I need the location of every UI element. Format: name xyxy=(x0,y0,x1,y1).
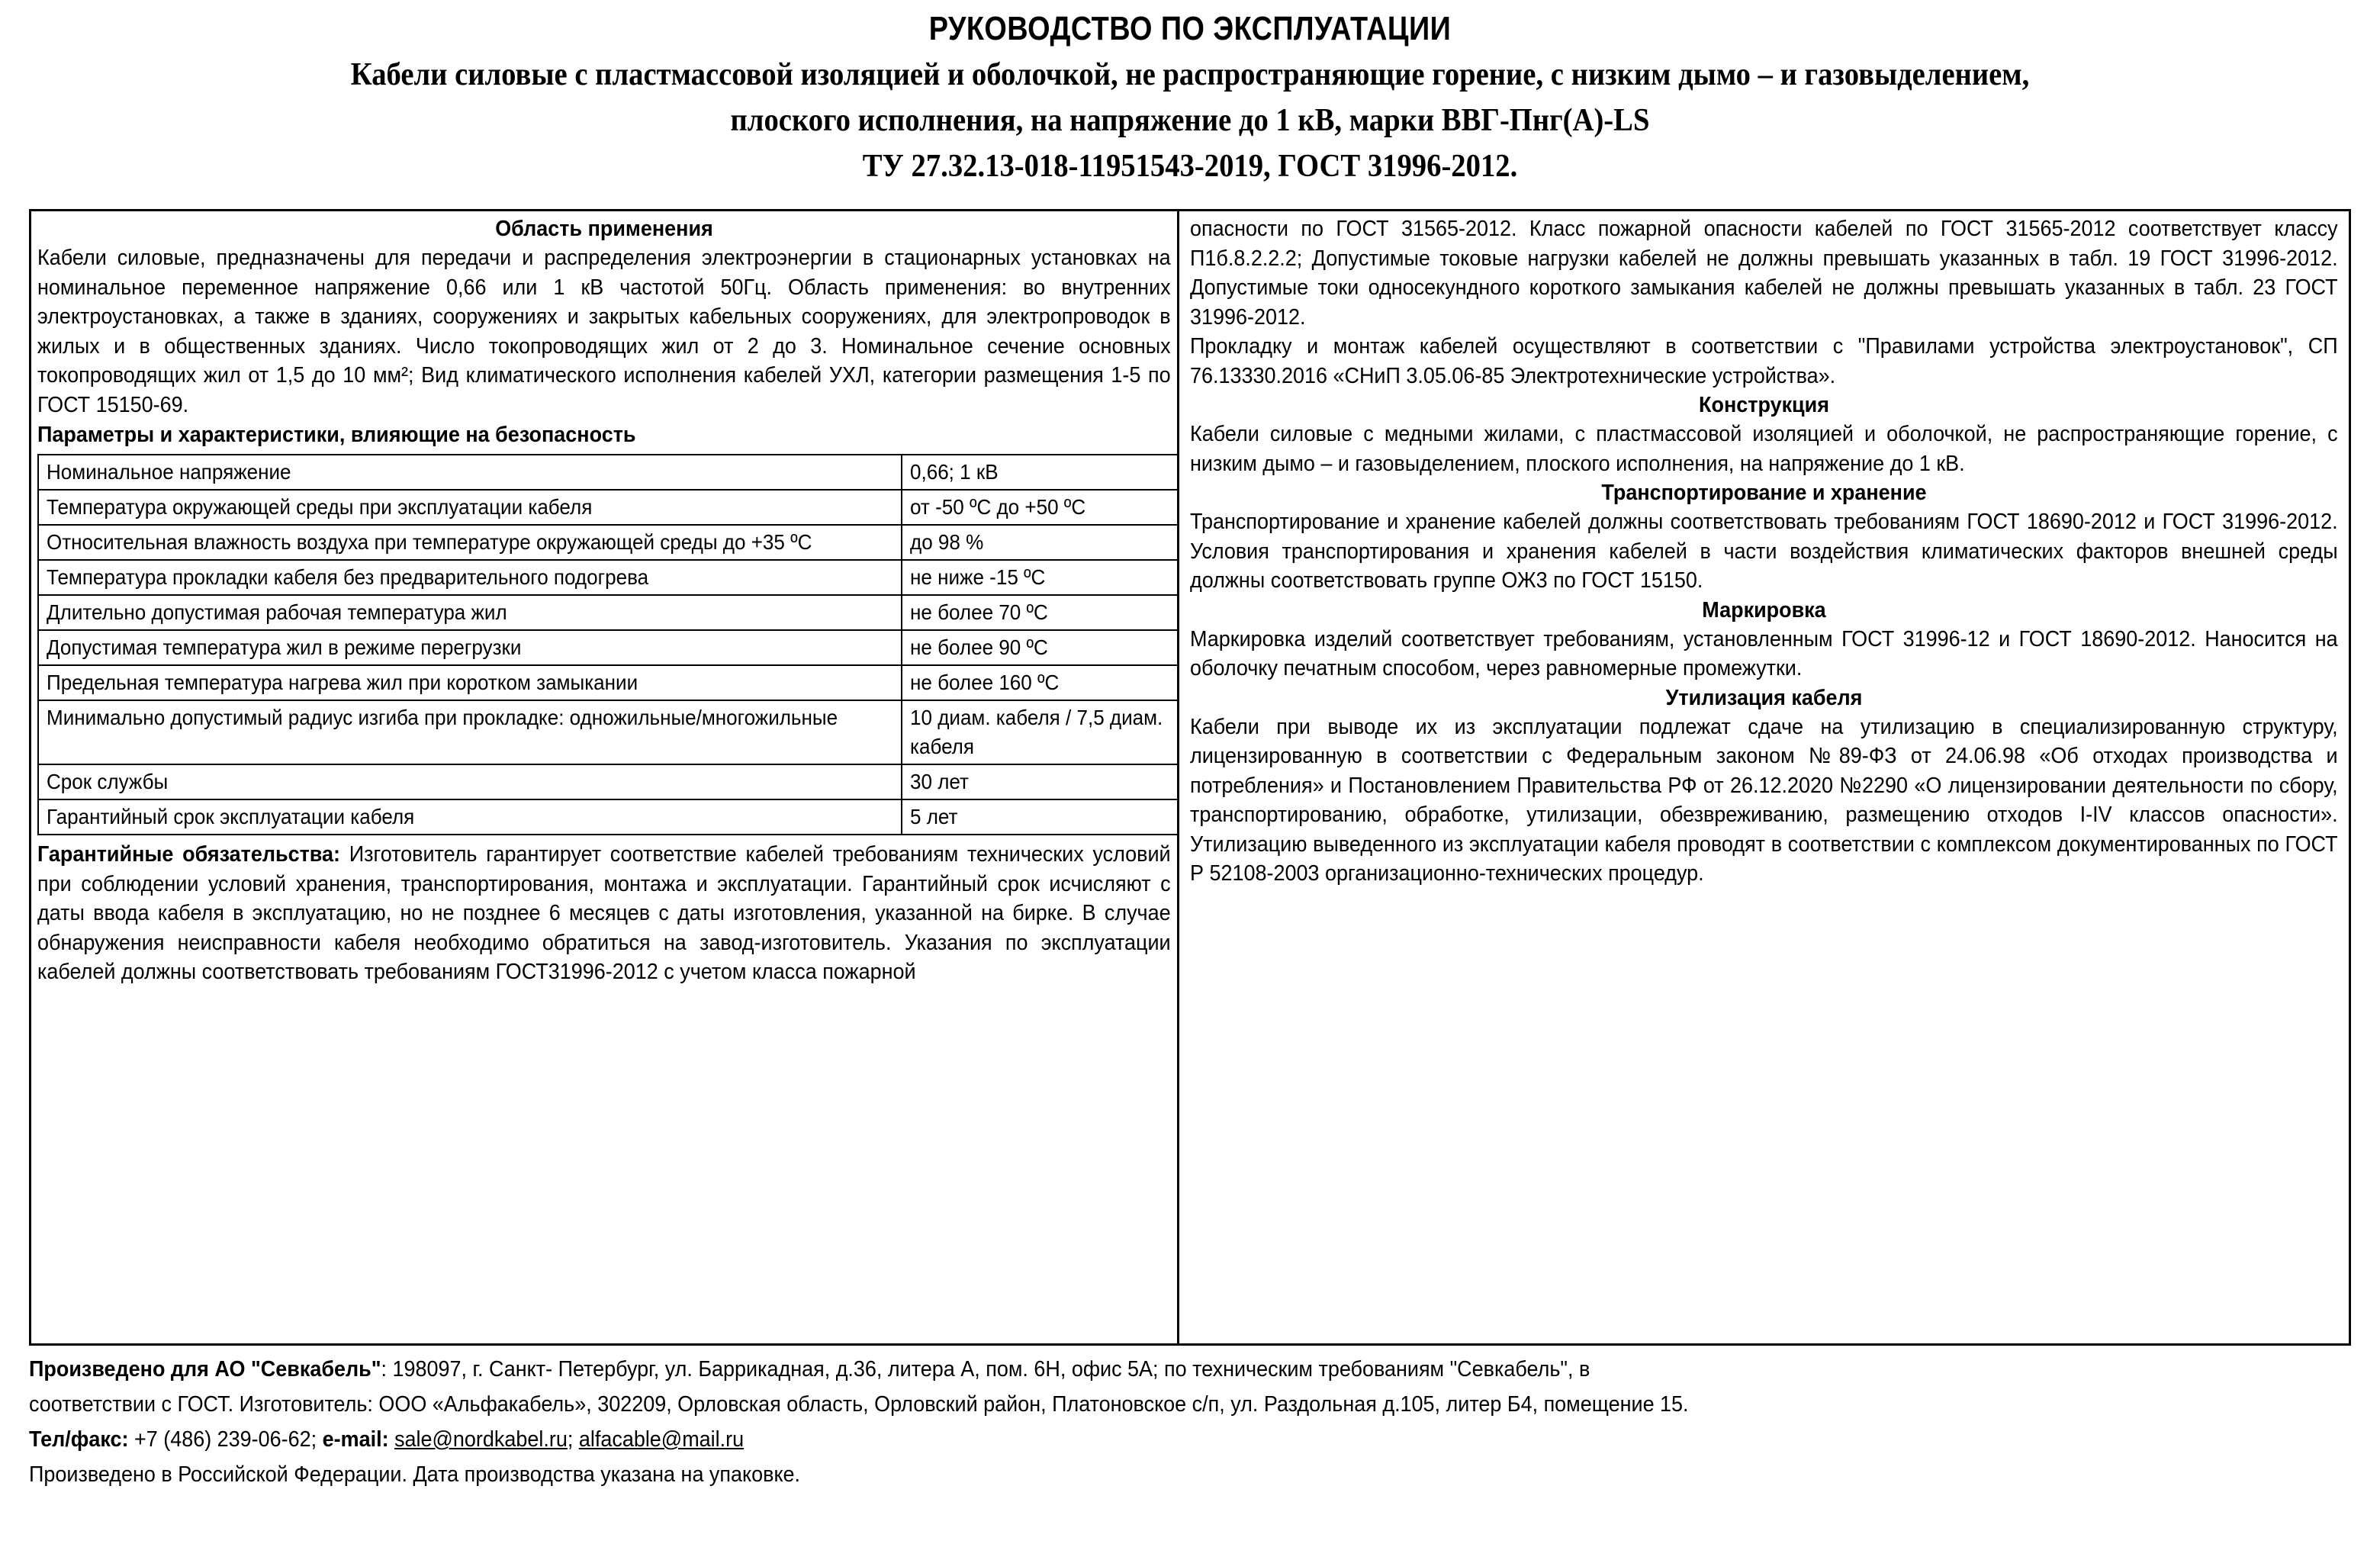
table-cell-value: 5 лет xyxy=(902,799,1179,835)
email-link-2[interactable]: alfacable@mail.ru xyxy=(578,1427,745,1452)
phone-value: +7 (486) 239-06-62; xyxy=(128,1427,323,1452)
table-cell-param: Срок службы xyxy=(38,764,902,799)
product-title-line-1: Кабели силовые с пластмассовой изоляцией и оболочкой, не распространяющие горение, с низким дымо – и газовыделением, xyxy=(350,57,2030,92)
product-title-line-2: плоского исполнения, на напряжение до 1 кВ, марки ВВГ-Пнг(А)-LS xyxy=(730,103,1650,138)
warranty-paragraph xyxy=(37,840,1171,987)
fire-safety-text: опасности по ГОСТ 31565-2012. Класс пожарной опасности кабелей по ГОСТ 31565-2012 соответствует классу П1б.8.2.2.2; Допустимые токовые нагрузки кабелей не должны превышать указанных в табл. 19 ГОСТ 31996-2012. Допустимые токи односекундного короткого замыкания кабелей не должны превышать указанных в табл. 23 ГОСТ 31996-2012. xyxy=(1190,217,2338,330)
marking-text: Маркировка изделий соответствует требованиям, установленным ГОСТ 31996-12 и ГОСТ 18690-2012. Наносится на оболочку печатным способом, через равномерные промежутки. xyxy=(1190,626,2338,680)
table-cell-value: не более 70 ºС xyxy=(902,595,1179,630)
specification-table xyxy=(37,454,1179,835)
table-row xyxy=(38,700,1179,764)
footer-contact-line xyxy=(29,1422,2362,1457)
table-row xyxy=(38,665,1179,700)
parameters-heading: Параметры и характеристики, влияющие на безопасность xyxy=(37,423,636,447)
footer-manufacturer-line: соответствии с ГОСТ. Изготовитель: ООО «Альфакабель», 302209, Орловская область, Орловский район, Платоновское с/п, ул. Раздольная д.105, литер Б4, помещение 15. xyxy=(29,1392,1689,1417)
scope-text: Кабели силовые, предназначены для передачи и распределения электроэнергии в стационарных установках на номинальное переменное напряжение 0,66 или 1 кВ частотой 50Гц. Область применения: во внутренних электроустановках, а также в зданиях, сооружениях и закрытых кабельных сооружениях, для электропроводок в жилых и в общественных зданиях. Число токопроводящих жил от 2 до 3. Номинальное сечение основных токопроводящих жил от 1,5 до 10 мм²; Вид климатического исполнения кабелей УХЛ, категории размещения 1-5 по ГОСТ 15150-69. xyxy=(37,246,1171,417)
transport-text: Транспортирование и хранение кабелей должны соответствовать требованиям ГОСТ 18690-2012 и ГОСТ 31996-2012. Условия транспортирования и хранения кабелей в части воздействия климатических факторов внешней среды должны соответствовать группе ОЖ3 по ГОСТ 15150. xyxy=(1190,510,2338,593)
disposal-heading: Утилизация кабеля xyxy=(1665,685,1863,710)
email-label: e-mail: xyxy=(322,1427,389,1452)
footer-made-for-line xyxy=(29,1352,2362,1387)
table-cell-param: Длительно допустимая рабочая температура жил xyxy=(38,595,902,630)
table-row xyxy=(38,455,1179,490)
table-cell-param: Допустимая температура жил в режиме перегрузки xyxy=(38,630,902,665)
table-cell-value: от -50 ºС до +50 ºС xyxy=(902,490,1179,525)
table-cell-param: Минимально допустимый радиус изгиба при прокладке: одножильные/многожильные xyxy=(38,700,902,764)
table-row xyxy=(38,525,1179,560)
table-cell-value: не ниже -15 ºС xyxy=(902,560,1179,595)
document-title-block xyxy=(0,0,2380,188)
scope-heading: Область применения xyxy=(495,217,713,241)
footer-origin-line: Произведено в Российской Федерации. Дата производства указана на упаковке. xyxy=(29,1462,801,1487)
table-cell-param: Температура окружающей среды при эксплуатации кабеля xyxy=(38,490,902,525)
transport-heading: Транспортирование и хранение xyxy=(1601,481,1927,505)
footer xyxy=(29,1352,2363,1492)
table-cell-value: 10 диам. кабеля / 7,5 диам. кабеля xyxy=(902,700,1179,764)
table-row xyxy=(38,560,1179,595)
marking-heading: Маркировка xyxy=(1702,597,1826,622)
table-row xyxy=(38,764,1179,799)
construction-heading: Конструкция xyxy=(1699,393,1829,417)
made-for-address: : 198097, г. Санкт- Петербург, ул. Баррикадная, д.36, литера А, пом. 6Н, офис 5А; по техническим требованиям "Севкабель", в xyxy=(381,1357,1590,1382)
left-column xyxy=(31,211,1179,1343)
phone-label: Тел/факс: xyxy=(29,1427,129,1452)
content-box xyxy=(29,209,2351,1346)
standards-line: ТУ 27.32.13-018-11951543-2019, ГОСТ 31996-2012. xyxy=(862,149,1518,184)
table-cell-value: до 98 % xyxy=(902,525,1179,560)
disposal-text: Кабели при выводе их из эксплуатации подлежат сдаче на утилизацию в специализированную структуру, лицензированную в соответствии с Федеральным законом №89-ФЗ от 24.06.98 «Об отходах производства и потребления» и Постановлением Правительства РФ от 26.12.2020 №2290 «О лицензировании деятельности по сбору, транспортированию, обработке, утилизации, обезвреживанию, размещению отходов I-IV классов опасности». Утилизацию выведенного из эксплуатации кабеля проводят в соответствии с комплексом документированных по ГОСТ Р 52108-2003 организационно-технических процедур. xyxy=(1190,714,2338,886)
installation-text: Прокладку и монтаж кабелей осуществляют в соответствии с "Правилами устройства электроустановок", СП 76.13330.2016 «СНиП 3.05.06-85 Электротехнические устройства». xyxy=(1190,334,2338,388)
table-cell-value: не более 160 ºС xyxy=(902,665,1179,700)
table-cell-value: 30 лет xyxy=(902,764,1179,799)
table-cell-value: 0,66; 1 кВ xyxy=(902,455,1179,490)
page-title: РУКОВОДСТВО ПО ЭКСПЛУАТАЦИИ xyxy=(928,10,1452,47)
table-cell-value: не более 90 ºС xyxy=(902,630,1179,665)
email-separator: ; xyxy=(567,1427,579,1452)
table-cell-param: Температура прокладки кабеля без предварительного подогрева xyxy=(38,560,902,595)
table-row xyxy=(38,490,1179,525)
made-for-label: Произведено для АО "Севкабель" xyxy=(29,1357,381,1382)
specification-table-body xyxy=(38,455,1179,835)
warranty-text: Изготовитель гарантирует соответствие кабелей требованиям технических условий при соблюдении условий хранения, транспортирования, монтажа и эксплуатации. Гарантийный срок исчисляют с даты ввода кабеля в эксплуатацию, но не позднее 6 месяцев с даты изготовления, указанной на бирке. В случае обнаружения неисправности кабеля необходимо обратиться на завод-изготовитель. Указания по эксплуатации кабелей должны соответствовать требованиям ГОСТ31996-2012 с учетом класса пожарной xyxy=(37,842,1171,984)
table-cell-param: Гарантийный срок эксплуатации кабеля xyxy=(38,799,902,835)
table-row xyxy=(38,595,1179,630)
table-cell-param: Номинальное напряжение xyxy=(38,455,902,490)
table-cell-param: Относительная влажность воздуха при температуре окружающей среды до +35 ºС xyxy=(38,525,902,560)
email-link-1[interactable]: sale@nordkabel.ru xyxy=(394,1427,568,1452)
right-column xyxy=(1179,211,2349,1343)
table-row xyxy=(38,630,1179,665)
warranty-label: Гарантийные обязательства: xyxy=(37,842,340,867)
table-cell-param: Предельная температура нагрева жил при коротком замыкании xyxy=(38,665,902,700)
table-row xyxy=(38,799,1179,835)
construction-text: Кабели силовые с медными жилами, с пластмассовой изоляцией и оболочкой, не распространяющие горение, с низким дымо – и газовыделением, плоского исполнения, на напряжение до 1 кВ. xyxy=(1190,422,2338,476)
